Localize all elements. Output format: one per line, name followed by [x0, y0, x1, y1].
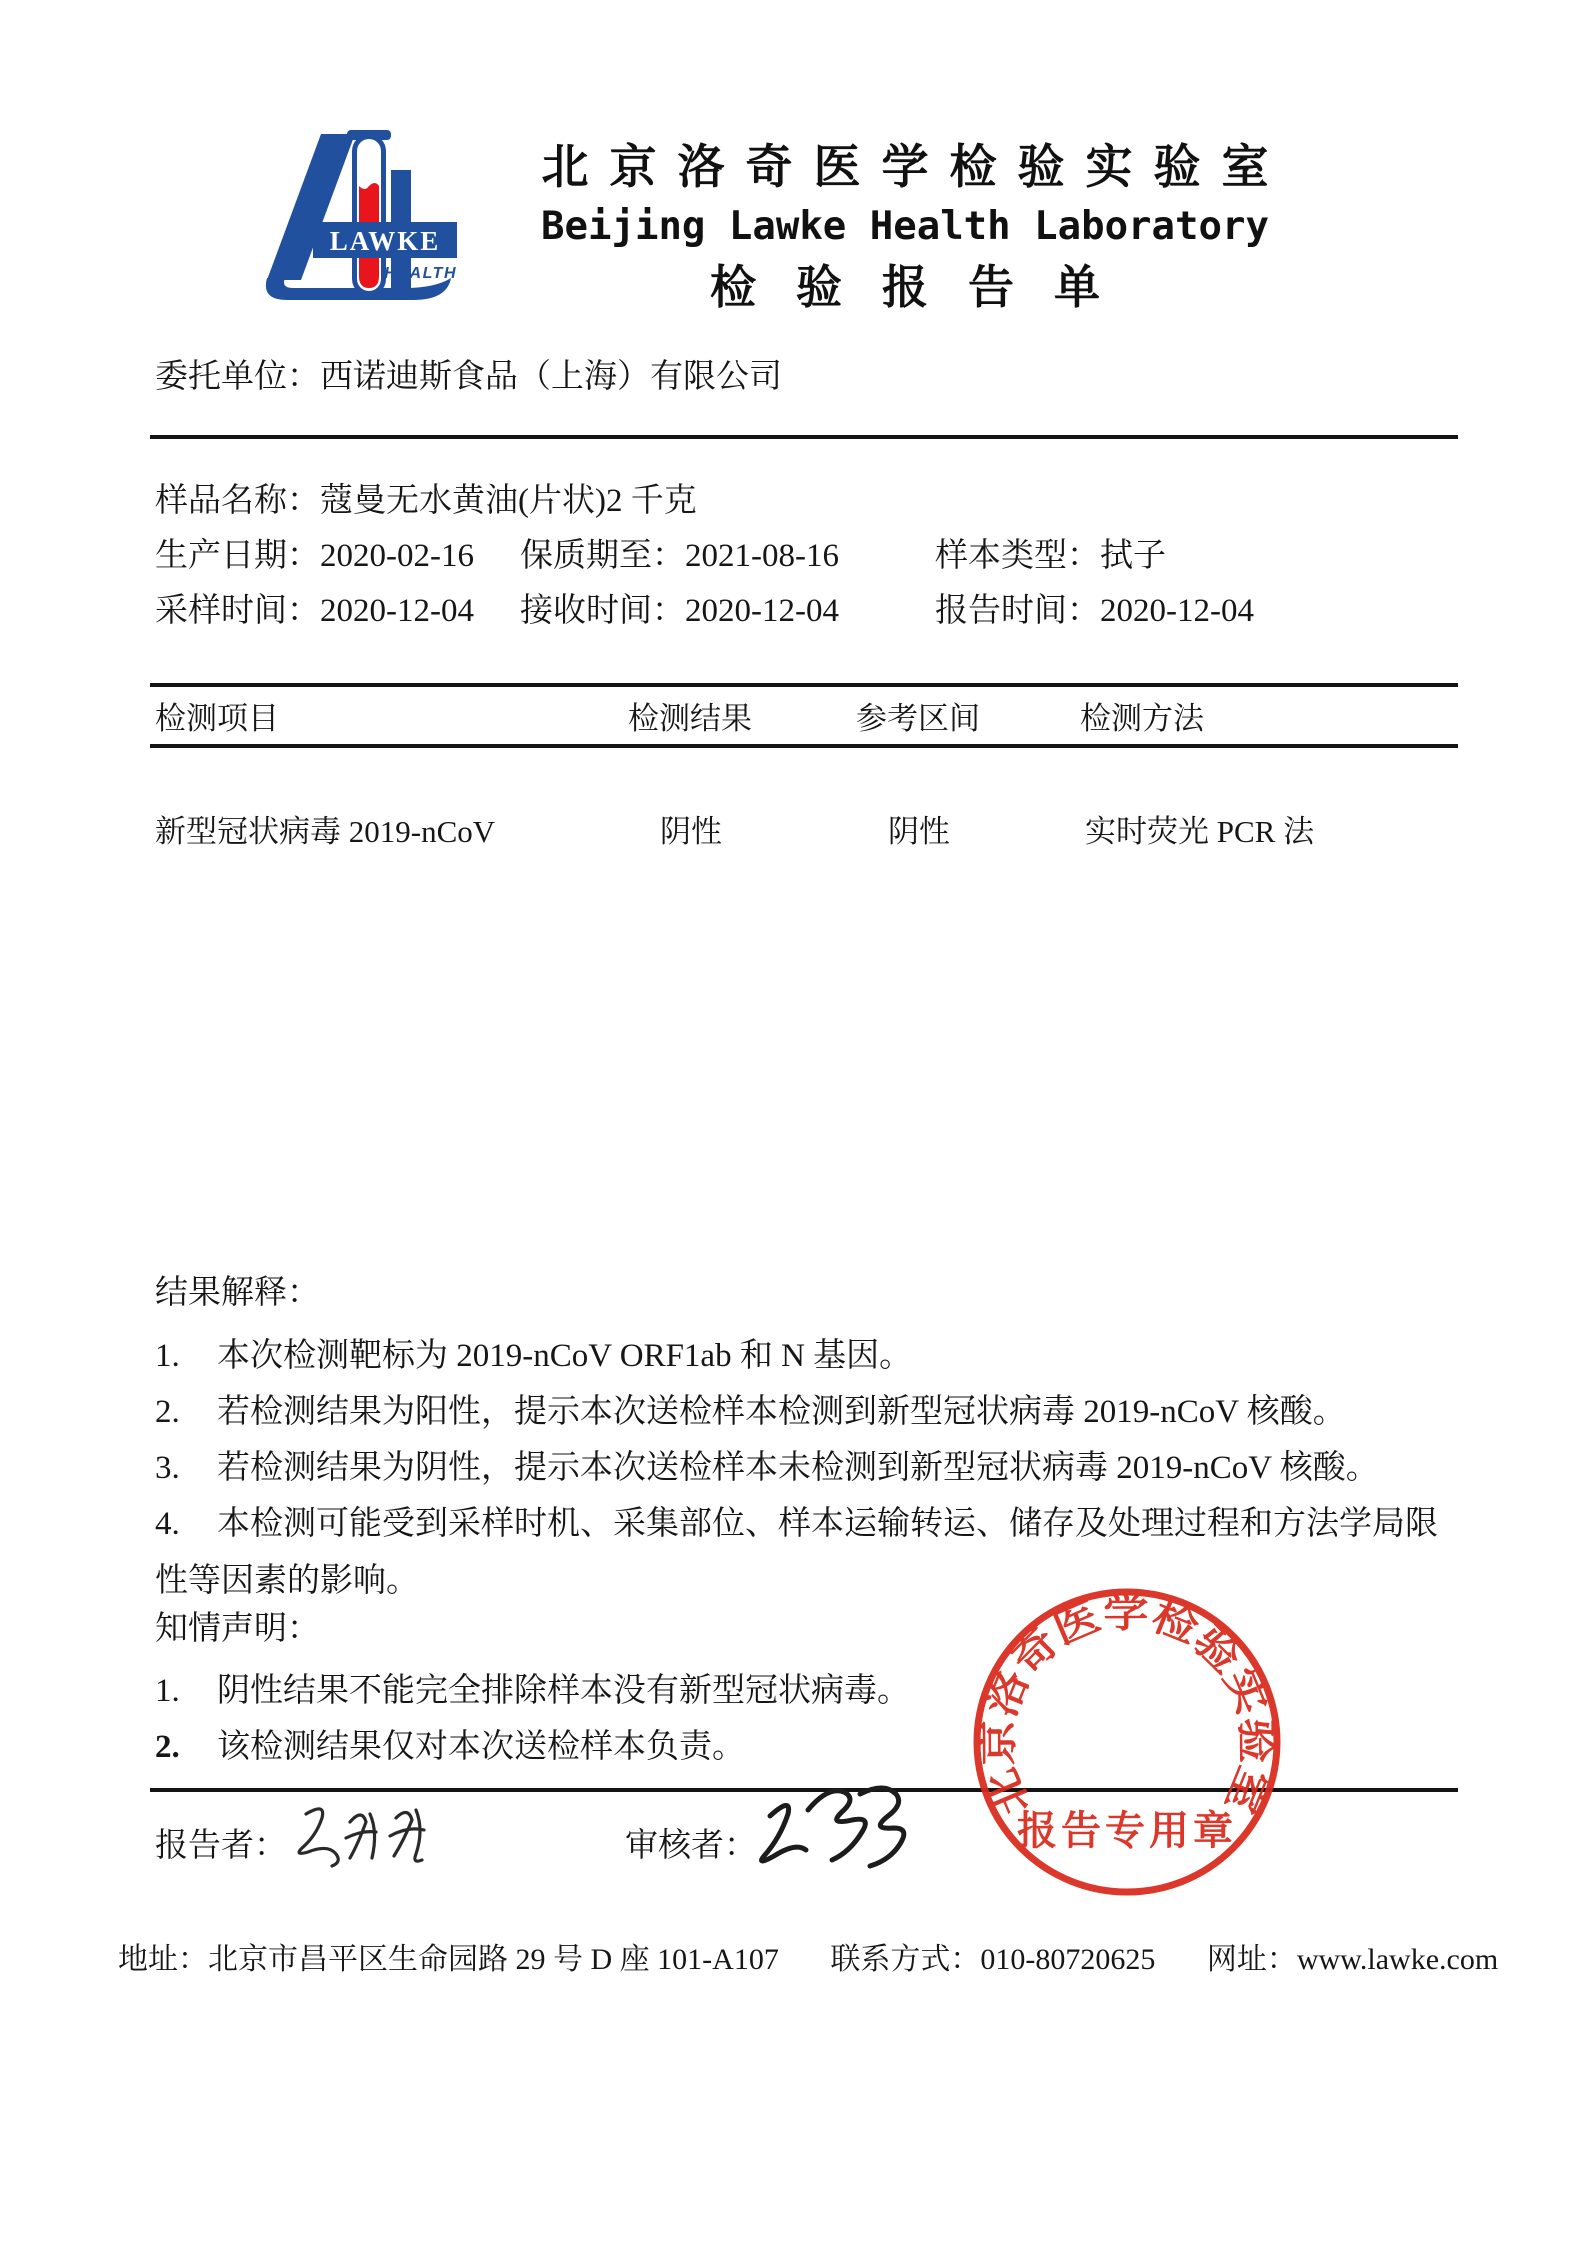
- seal-bottom-text: 报告专用章: [1017, 1808, 1237, 1853]
- address-label: 地址：: [118, 1943, 208, 1976]
- reporter-label: 报告者：: [155, 1828, 287, 1864]
- footer-address: [118, 1943, 779, 1976]
- signature-stroke: [808, 1791, 865, 1860]
- interpretation-item-1: [155, 1328, 1465, 1385]
- item-number: 3.: [155, 1450, 180, 1486]
- col-header-item: 检测项目: [155, 701, 279, 736]
- sample-name-row: [155, 481, 697, 521]
- prod-date-label: 生产日期：: [155, 538, 320, 574]
- seal-ring-text-holder: [975, 1590, 1279, 1822]
- footer: [118, 1941, 1498, 1979]
- sample-name-label: 样品名称：: [155, 483, 320, 519]
- seal-ring-text: 北京洛奇医学检验实验室: [974, 1589, 1280, 1822]
- signature-stroke: [299, 1809, 338, 1866]
- result-row-result: 阴性: [660, 814, 722, 849]
- web-label: 网址：: [1206, 1943, 1297, 1976]
- header-titles: [440, 138, 1370, 320]
- item-text: 若检测结果为阳性，提示本次送检样本检测到新型冠状病毒 2019-nCoV 核酸。: [217, 1394, 1346, 1430]
- receive-time: [520, 591, 839, 631]
- table-top-rule: [150, 683, 1458, 687]
- contact-value: 010-80720625: [980, 1943, 1156, 1976]
- footer-contact: [830, 1943, 1155, 1976]
- interpretation-item-2: [155, 1384, 1465, 1441]
- receive-label: 接收时间：: [520, 593, 685, 629]
- reviewer-label: 审核者：: [625, 1828, 757, 1864]
- logo-flask-left-stroke: [267, 134, 355, 280]
- prod-date-value: 2020-02-16: [320, 538, 474, 574]
- sample-name-value: 蔻曼无水黄油(片状)2 千克: [320, 483, 697, 519]
- report-time-label: 报告时间：: [935, 593, 1100, 629]
- item-number: 2.: [155, 1394, 180, 1430]
- item-text: 本检测可能受到采样时机、采集部位、样本运输转运、储存及处理过程和方法学局限性等因素的影响。: [155, 1506, 1438, 1599]
- interpretation-item-3: [155, 1440, 1465, 1497]
- result-row-method: 实时荧光 PCR 法: [1085, 814, 1315, 849]
- sample-type-value: 拭子: [1100, 538, 1166, 574]
- item-number: 4.: [155, 1506, 180, 1542]
- lab-title-en: Beijing Lawke Health Laboratory: [541, 204, 1269, 249]
- official-seal: [967, 1582, 1287, 1902]
- reporter-signature: [292, 1792, 482, 1878]
- reviewer-signature: [752, 1776, 922, 1876]
- prod-date: [155, 536, 474, 576]
- lawke-logo: [255, 128, 465, 310]
- lab-title-cn: 北京洛奇医学检验实验室: [541, 142, 1290, 194]
- sample-type-label: 样本类型：: [935, 538, 1100, 574]
- item-number: 2.: [155, 1729, 180, 1765]
- report-title: 检验报告单: [710, 262, 1140, 313]
- web-value: www.lawke.com: [1296, 1943, 1499, 1976]
- item-text: 若检测结果为阴性，提示本次送检样本未检测到新型冠状病毒 2019-nCoV 核酸。: [217, 1450, 1379, 1486]
- client-row: [155, 357, 782, 397]
- item-number: 1.: [155, 1673, 180, 1709]
- expiry-date: [520, 536, 839, 576]
- client-label: 委托单位：: [155, 359, 320, 395]
- statement-title: 知情声明：: [155, 1611, 320, 1647]
- contact-label: 联系方式：: [830, 1943, 981, 1976]
- logo-brand-text: LAWKE: [329, 226, 441, 256]
- sampling-time: [155, 591, 474, 631]
- divider-top: [150, 435, 1458, 439]
- item-text: 该检测结果仅对本次送检样本负责。: [217, 1729, 745, 1765]
- client-value: 西诺迪斯食品（上海）有限公司: [320, 359, 782, 395]
- expiry-value: 2021-08-16: [685, 538, 839, 574]
- sampling-label: 采样时间：: [155, 593, 320, 629]
- result-row-reference: 阴性: [888, 814, 950, 849]
- item-text: 阴性结果不能完全排除样本没有新型冠状病毒。: [217, 1673, 910, 1709]
- signature-stroke: [762, 1805, 806, 1861]
- sampling-value: 2020-12-04: [320, 593, 474, 629]
- item-text: 本次检测靶标为 2019-nCoV ORF1ab 和 N 基因。: [217, 1338, 913, 1374]
- col-header-method: 检测方法: [1080, 701, 1204, 736]
- expiry-label: 保质期至：: [520, 538, 685, 574]
- interpretation-title: 结果解释：: [155, 1275, 320, 1311]
- logo-health-text: HEALTH: [384, 265, 457, 282]
- footer-website: [1207, 1943, 1498, 1976]
- col-header-reference: 参考区间: [856, 701, 980, 736]
- col-header-result: 检测结果: [628, 701, 752, 736]
- signature-stroke: [390, 1810, 424, 1861]
- item-number: 1.: [155, 1338, 180, 1374]
- sample-type: [935, 536, 1166, 576]
- report-time: [935, 591, 1254, 631]
- address-value: 北京市昌平区生命园路 29 号 D 座 101-A107: [208, 1943, 779, 1976]
- result-row-item: 新型冠状病毒 2019-nCoV: [155, 814, 496, 849]
- table-header-rule: [150, 744, 1458, 748]
- report-time-value: 2020-12-04: [1100, 593, 1254, 629]
- receive-value: 2020-12-04: [685, 593, 839, 629]
- signature-stroke: [346, 1814, 376, 1858]
